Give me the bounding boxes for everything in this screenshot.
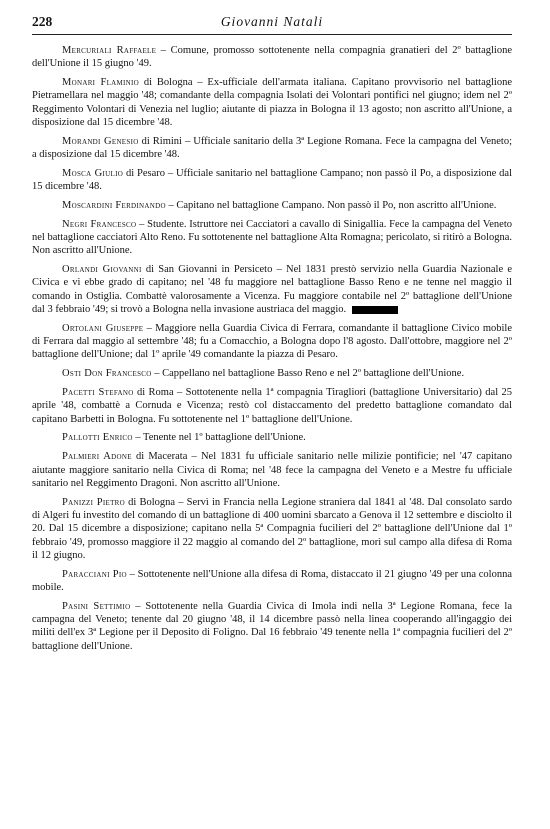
running-title: Giovanni Natali (220, 14, 324, 29)
entry-name: Monari Flaminio (62, 77, 140, 89)
entry-moscardini (32, 199, 512, 212)
entry-text: – Capitano nel battaglione Campano. Non passò il Po, non ascritto all'Unione. (165, 199, 497, 211)
entry-text: di Bologna – Ex-ufficiale dell'armata italiana. Capitano provvisorio nel battaglione Pietramellara nel maggio '48; comandante della compagnia Isolati dei Volontari pontifici nel giugno; idem nel 2º Reggimento Volontari di Venezia nel luglio; aiutante di piazza in Bologna il 13 agosto; non ascritto all'Unione, a disposizione dal 15 dicembre '48. (32, 77, 512, 128)
entry-ortolani (32, 322, 512, 362)
entry-name: Pallotti Enrico (62, 432, 133, 444)
entry-morandi (32, 135, 512, 162)
entry-text: di Rimini – Ufficiale sanitario della 3ª Legione Romana. Fece la campagna del Veneto; a disposizione dal 15 dicembre '48. (32, 135, 513, 161)
entry-text: di Bologna – Servì in Francia nella Legione straniera dal 1841 al '48. Dal consolato sardo di Algeri fu investito del comando di un battaglione di 400 uomini sbarcato a Genova il 12 settembre e disciolto il 20. Dal 15 dicembre a disposizione; capitano nella 5ª Compagnia fucilieri del 2º battaglione dell'Unione dal 1º febbraio '49, promosso maggiore il 22 maggio al comando del 2º battaglione, morì sul campo alla difesa di Roma il 12 giugno. (32, 496, 512, 561)
page-header (32, 14, 512, 34)
entry-monari (32, 76, 512, 129)
entry-pacetti (32, 386, 512, 426)
entry-name: Mercuriali Raffaele (62, 45, 157, 56)
entry-text: di Pesaro – Ufficiale sanitario nel battaglione Campano; non passò il Po, a disposizione dal 15 dicembre '48. (32, 167, 512, 193)
entry-name: Osti Don Francesco (62, 368, 152, 380)
entry-palmieri (32, 450, 512, 490)
entry-panizzi (32, 496, 512, 562)
entry-text: di Macerata – Nel 1831 fu ufficiale sanitario nelle milizie pontificie; nel '47 capitano aiutante maggiore sanitario nella Civica di Roma; nel '48 fece la campagna del Veneto e a Mestre fu ufficiale sanitario nel Reggimento Dragoni. Non ascritto all'Unione. (32, 451, 512, 489)
entry-text: di Roma – Sottotenente nella 1ª compagnia Tiragliori (battaglione Universitario) dal 25 aprile '48, combattè a Cornuda e Vicenza; restò col distaccamento del predetto battaglione comandato dal capitano Barbetti in Bologna. Fu sottotenente nel 1º battaglione dell'Unione. (32, 387, 513, 425)
entry-text: – Sottotenente nell'Unione alla difesa di Roma, distaccato il 21 giugno '49 per una colonna mobile. (32, 568, 512, 593)
entry-name: Orlandi Giovanni (62, 264, 142, 276)
entry-osti (32, 367, 512, 380)
entry-text: – Cappellano nel battaglione Basso Reno e nel 2º battaglione dell'Unione. (151, 368, 465, 380)
entry-negri (32, 218, 512, 258)
entry-orlandi (32, 263, 512, 316)
entry-name: Pacetti Stefano (62, 387, 134, 399)
entry-text: – Maggiore nella Guardia Civica di Ferrara, comandante il battaglione Civico mobile di Ferrara dal maggio al settembre '48; fu a Comacchio, a Bologna dopo l'8 agosto. Dall'ottobre, maggiore nel 2º battaglione dell'Unione; dal 1º aprile '49 comandante la piazza di Pesaro. (32, 322, 512, 361)
entry-text: – Studente. Istruttore nei Cacciatori a cavallo di Sinigallia. Fece la campagna del Veneto nel battaglione cacciatori Alto Reno. Fu sottotenente nel battaglione Alta Romagna; pericolato, si ritirò a Bologna. Non ascritto all'Unione. (32, 218, 512, 257)
entry-name: Palmieri Adone (62, 451, 132, 463)
entry-name: Ortolani Giuseppe (62, 322, 144, 334)
entry-name: Mosca Giulio (62, 167, 124, 179)
entry-name: Moscardini Ferdinando (62, 199, 166, 211)
header-rule (32, 34, 512, 35)
entry-mosca (32, 167, 512, 194)
entry-pasini (32, 600, 512, 653)
entry-name: Paracciani Pio (62, 568, 127, 580)
entry-pallotti (32, 431, 512, 444)
redaction-bar (352, 306, 398, 314)
entries-list (32, 44, 512, 658)
entry-name: Negri Francesco (62, 218, 137, 230)
page-number: 228 (32, 14, 53, 29)
entry-mercuriali (32, 44, 512, 71)
entry-name: Panizzi Pietro (62, 496, 125, 508)
entry-text: – Comune, promosso sottotenente nella compagnia granatieri del 2º battaglione dell'Unione il 15 giugno '49. (32, 45, 512, 70)
entry-text: – Tenente nel 1º battaglione dell'Unione. (132, 432, 306, 444)
entry-text: di San Giovanni in Persiceto – Nel 1831 prestò servizio nella Guardia Nazionale e Civica e vi ebbe grado di capitano; nel '48 fu maggiore nel battaglione Basso Reno e ne tenne nel maggio il comando in Ostiglia. Combattè valorosamente a Vicenza. Fu maggiore contabile nel 2º battaglione dell'Unione dal 3 febbraio '49; si trovò a Bologna nella invasione austriaca del maggio. (32, 264, 512, 316)
entry-text: – Sottotenente nella Guardia Civica di Imola indi nella 3ª Legione Romana, fece la campagna del Veneto; tenente dal 20 giugno '48, il 14 dicembre passò nella linea cooperando all'ingaggio dei militi dell'ex 3ª Legione per il Deposito di Foligno. Dal 16 febbraio '49 tenente nella 1ª compagnia fucilieri del 2º battaglione dell'Unione. (32, 600, 512, 652)
entry-name: Pasini Settimio (62, 600, 131, 612)
entry-name: Morandi Genesio (62, 135, 139, 147)
entry-paracciani (32, 568, 512, 595)
